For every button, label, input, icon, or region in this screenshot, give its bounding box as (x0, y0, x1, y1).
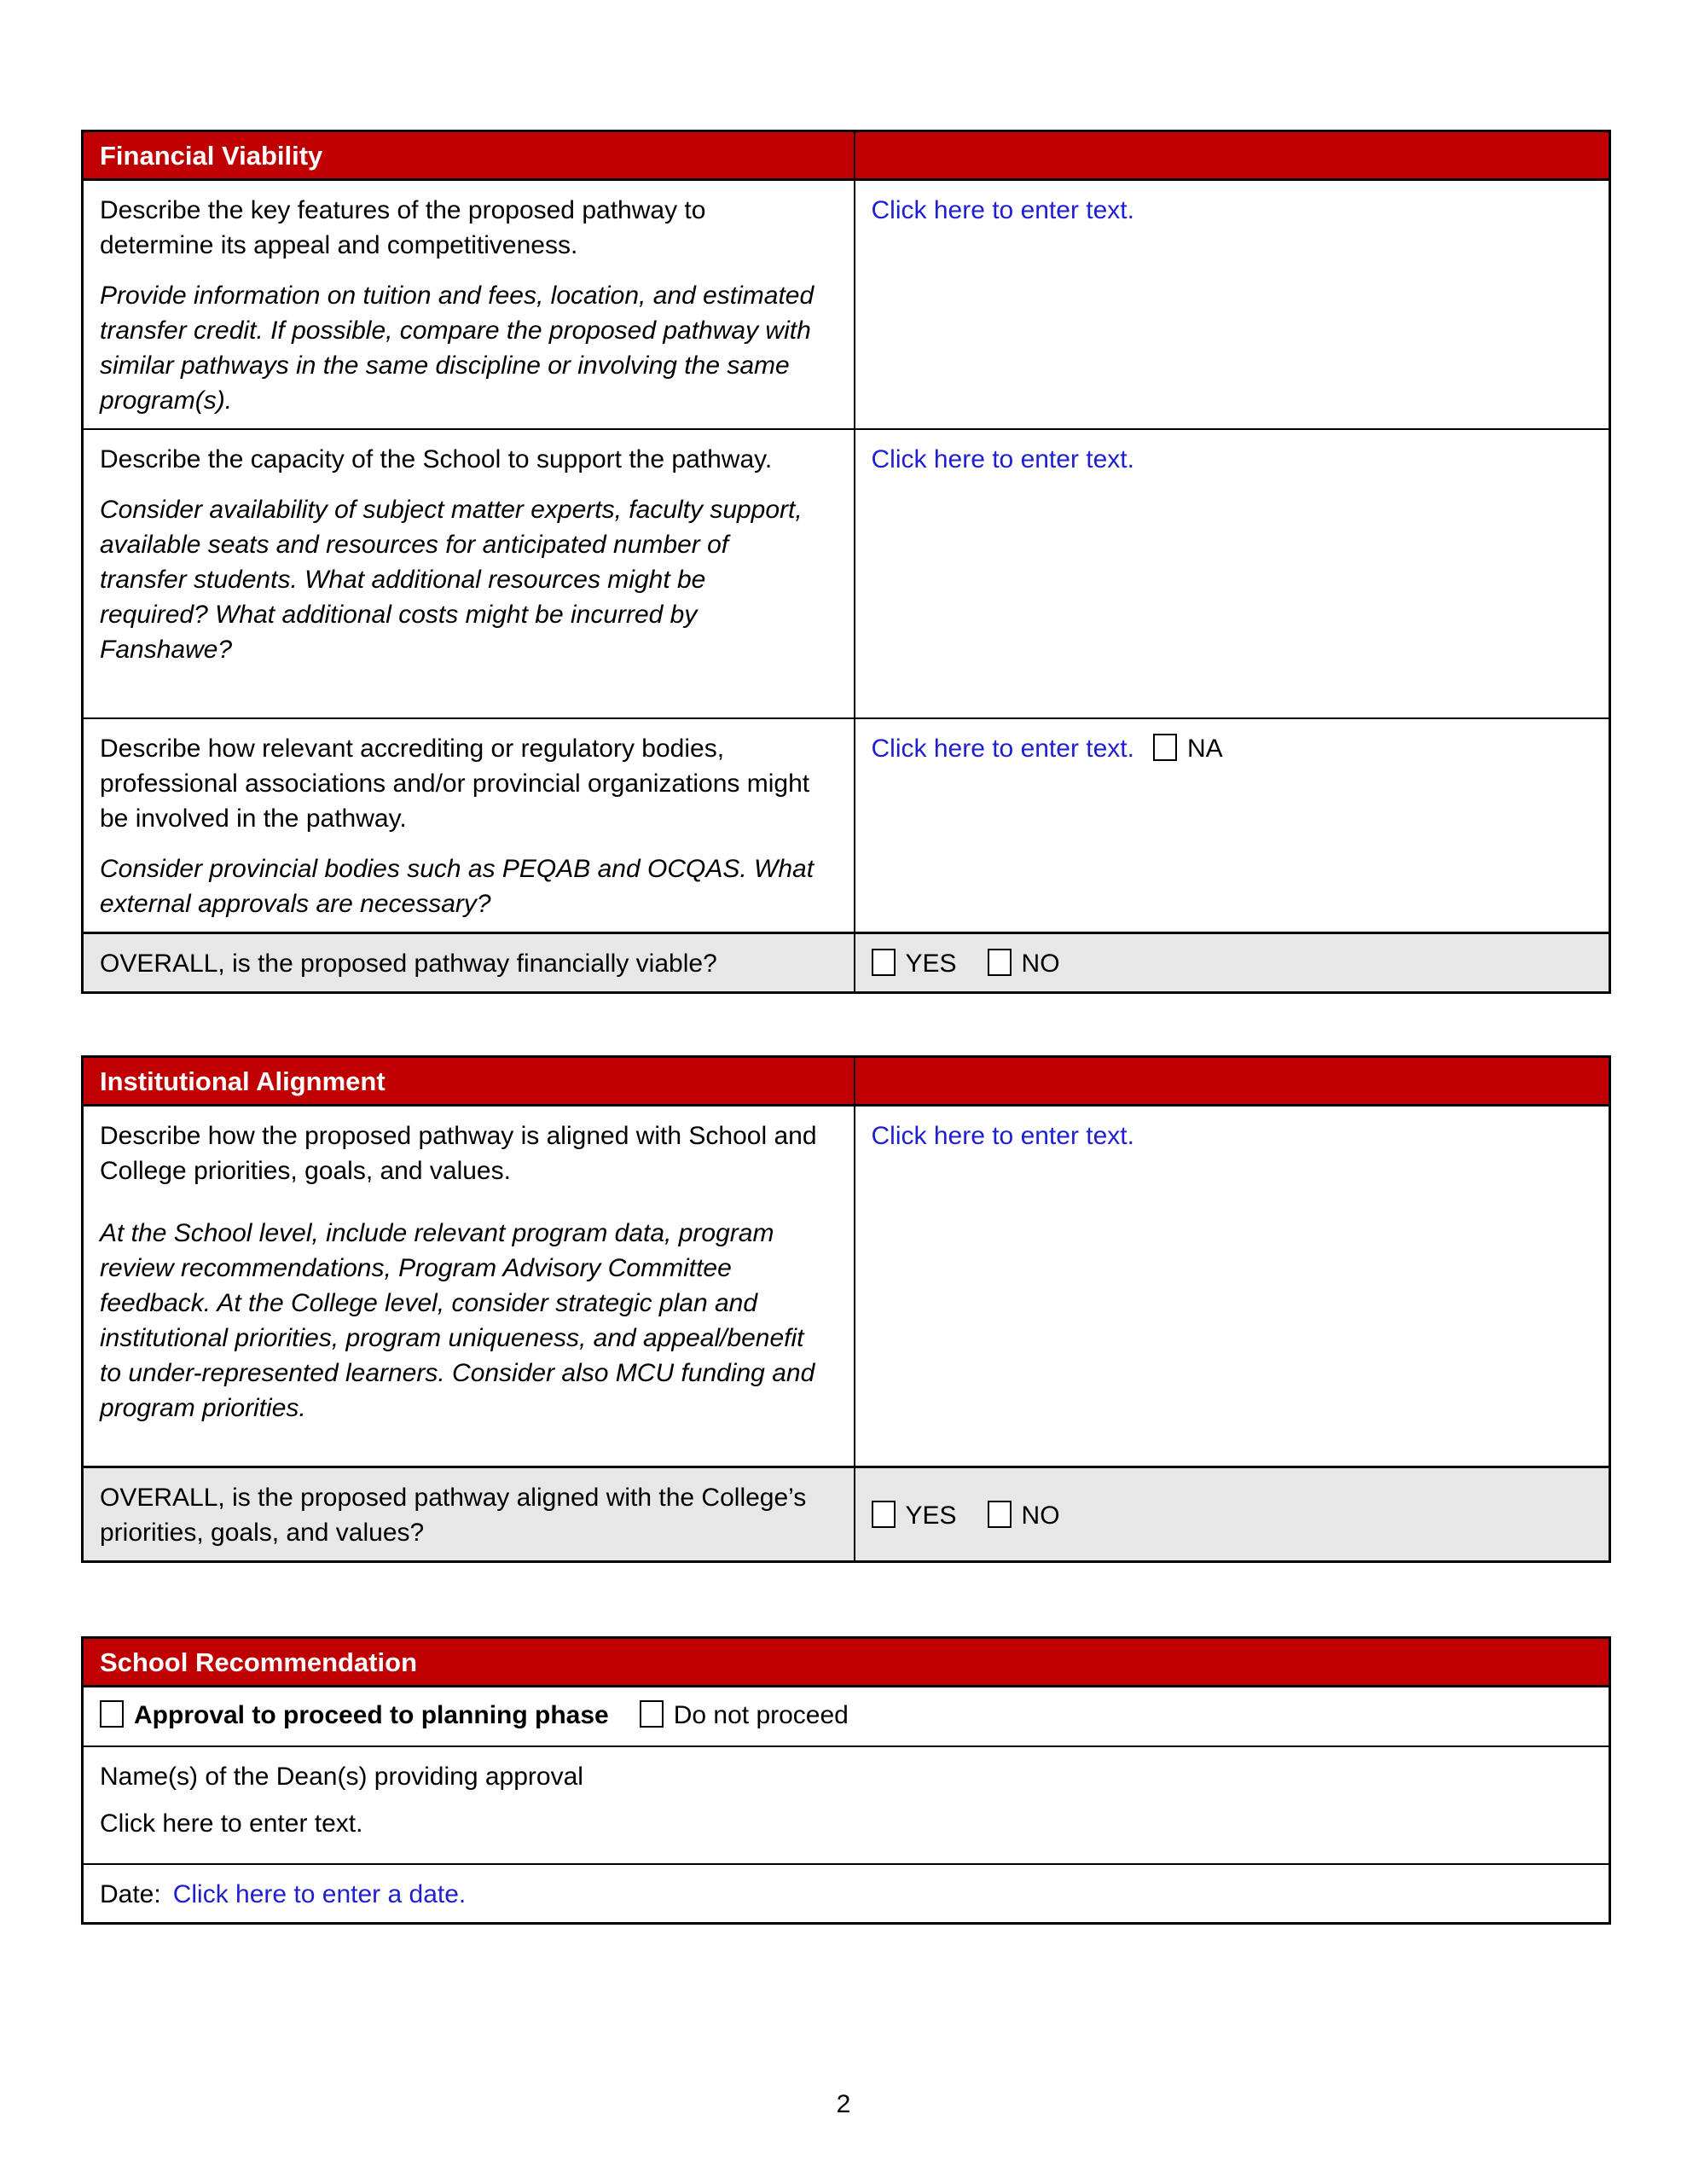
section-header-empty-cell (855, 131, 1610, 180)
question-cell (83, 1106, 855, 1467)
do-not-proceed-label: Do not proceed (673, 1701, 849, 1729)
section-title: Financial Viability (100, 140, 323, 171)
answer-cell (855, 718, 1610, 933)
recommendation-options-row (83, 1687, 1610, 1746)
approve-checkbox[interactable] (100, 1700, 124, 1728)
yes-label: YES (905, 1501, 957, 1530)
answer-cell (855, 180, 1610, 430)
dean-name-label: Name(s) of the Dean(s) providing approval (100, 1762, 583, 1791)
table-row (83, 1106, 1610, 1467)
question-cell (83, 718, 855, 933)
institutional-alignment-table (81, 1055, 1611, 1563)
question-hint: Consider availability of subject matter experts, faculty support, available seats and resources for anticipated number of transfer students. What additional resources might be required? What additional costs might be incurred by Fanshawe? (100, 496, 803, 664)
financial-viability-table (81, 130, 1611, 994)
text-entry-placeholder[interactable]: Click here to enter text. (871, 1122, 1134, 1150)
date-label: Date: (100, 1879, 161, 1908)
table-row (83, 429, 1610, 718)
dean-name-cell (83, 1746, 1610, 1864)
overall-row (83, 933, 1610, 993)
section-title: School Recommendation (100, 1647, 418, 1677)
section-title-cell (83, 1638, 1610, 1687)
question-hint: Provide information on tuition and fees, location, and estimated transfer credit. If possible, compare the proposed pathway with similar pathways in the same discipline or involving the same program(s). (100, 282, 815, 415)
overall-answer-cell (855, 1467, 1610, 1562)
no-label: NO (1021, 950, 1060, 978)
question-hint: Consider provincial bodies such as PEQAB and OCQAS. What external approvals are necessary? (100, 855, 815, 918)
overall-question-cell (83, 933, 855, 993)
question-text: Describe how relevant accrediting or regulatory bodies, professional associations and/or provincial organizations might be involved in the pathway. (100, 735, 810, 833)
yes-label: YES (905, 950, 957, 978)
section-title: Institutional Alignment (100, 1066, 386, 1096)
date-row (83, 1864, 1610, 1924)
do-not-proceed-checkbox[interactable] (640, 1700, 664, 1728)
overall-answer-cell (855, 933, 1610, 993)
dean-name-row (83, 1746, 1610, 1864)
no-checkbox[interactable] (988, 1501, 1012, 1528)
yes-checkbox[interactable] (872, 1501, 896, 1528)
question-hint: At the School level, include relevant program data, program review recommendations, Program Advisory Committee feedback. At the College level, consider strategic plan and institutional priorities, program uniqueness, and appeal/benefit to under-represented learners. Consider also MCU funding and program priorities. (100, 1219, 815, 1422)
yes-checkbox[interactable] (872, 949, 896, 976)
no-checkbox[interactable] (988, 949, 1012, 976)
recommendation-options-cell (83, 1687, 1610, 1746)
section-title-cell (83, 131, 855, 180)
text-entry-placeholder[interactable]: Click here to enter text. (871, 445, 1134, 473)
section-title-cell (83, 1057, 855, 1106)
date-cell (83, 1864, 1610, 1924)
page-number: 2 (836, 2089, 851, 2118)
section-header-empty-cell (855, 1057, 1610, 1106)
date-entry-placeholder[interactable]: Click here to enter a date. (172, 1879, 467, 1908)
text-entry-placeholder[interactable]: Click here to enter text. (871, 196, 1134, 224)
na-checkbox[interactable] (1153, 734, 1177, 761)
overall-question: OVERALL, is the proposed pathway financially viable? (100, 950, 717, 978)
school-recommendation-table (81, 1636, 1611, 1925)
question-cell (83, 429, 855, 718)
na-label: NA (1186, 735, 1223, 763)
answer-cell (855, 1106, 1610, 1467)
overall-row (83, 1467, 1610, 1562)
overall-question: OVERALL, is the proposed pathway aligned with the College’s priorities, goals, and values? (100, 1484, 807, 1547)
question-text: Describe the key features of the proposed pathway to determine its appeal and competitiveness. (100, 196, 706, 259)
text-entry-placeholder[interactable]: Click here to enter text. (871, 735, 1134, 763)
no-label: NO (1021, 1501, 1060, 1530)
dean-name-placeholder[interactable]: Click here to enter text. (100, 1809, 363, 1838)
table-row (83, 718, 1610, 933)
overall-question-cell (83, 1467, 855, 1562)
question-text: Describe how the proposed pathway is aligned with School and College priorities, goals, and values. (100, 1122, 817, 1185)
table-row (83, 180, 1610, 430)
table-header-row (83, 131, 1610, 180)
question-text: Describe the capacity of the School to support the pathway. (100, 445, 773, 473)
answer-cell (855, 429, 1610, 718)
question-cell (83, 180, 855, 430)
table-header-row (83, 1057, 1610, 1106)
table-header-row (83, 1638, 1610, 1687)
approve-label: Approval to proceed to planning phase (134, 1701, 609, 1729)
